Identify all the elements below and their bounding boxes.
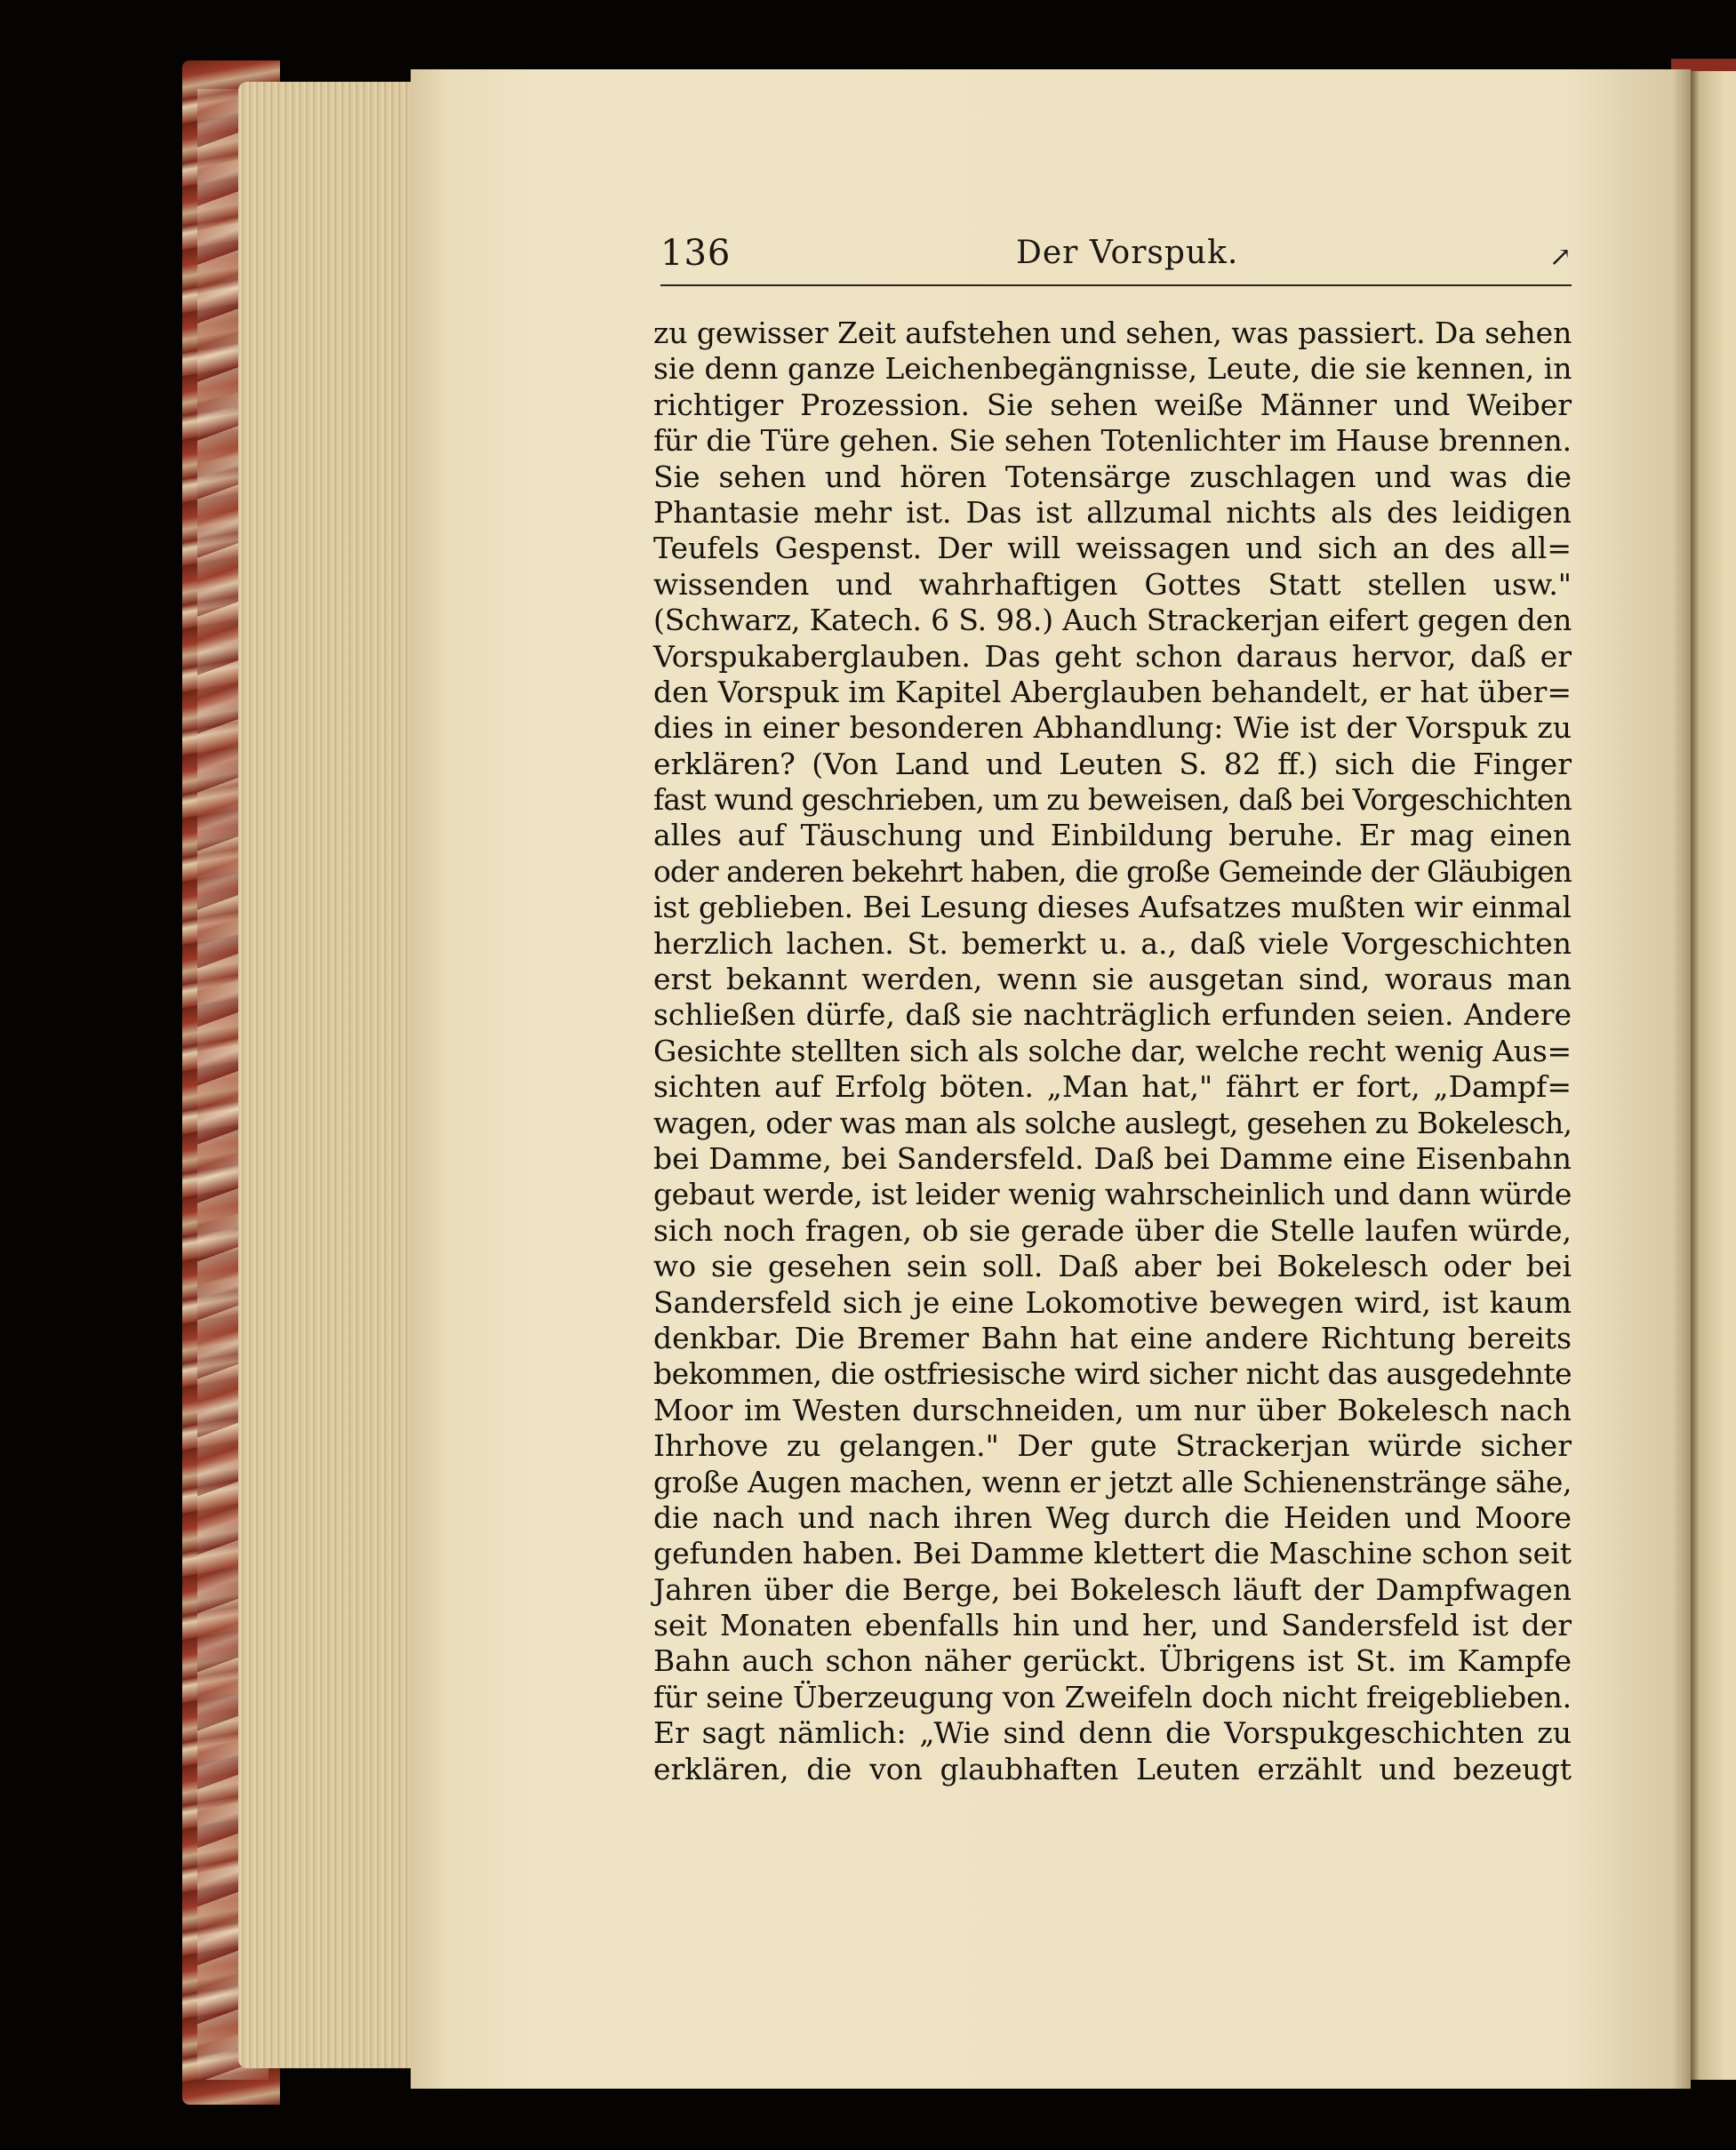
running-title: Der Vorspuk. <box>1016 235 1239 271</box>
text-line: den Vorspuk im Kapitel Aberglauben behandelt, er hat über= <box>653 674 1572 709</box>
text-line: wagen, oder was man als solche auslegt, gesehen zu Bokelesch, <box>653 1105 1572 1140</box>
text-line: denkbar. Die Bremer Bahn hat eine andere Richtung bereits <box>653 1320 1572 1355</box>
text-line: gefunden haben. Bei Damme klettert die Maschine schon seit <box>653 1536 1572 1571</box>
text-line: wo sie gesehen sein soll. Daß aber bei Bokelesch oder bei <box>653 1249 1572 1284</box>
text-line: große Augen machen, wenn er jetzt alle Schienenstränge sähe, <box>653 1464 1572 1499</box>
text-line: Er sagt nämlich: „Wie sind denn die Vorspukgeschichten zu <box>653 1715 1572 1751</box>
text-line: erklären? (Von Land und Leuten S. 82 ff.) sich die Finger <box>653 746 1572 781</box>
text-line: fast wund geschrieben, um zu beweisen, daß bei Vorgeschichten <box>653 782 1572 818</box>
header-rule <box>660 284 1572 286</box>
text-line: gebaut werde, ist leider wenig wahrscheinlich und dann würde <box>653 1177 1572 1212</box>
text-line: bekommen, die ostfriesische wird sicher nicht das ausgedehnte <box>653 1356 1572 1392</box>
text-line: Phantasie mehr ist. Das ist allzumal nichts als des leidigen <box>653 494 1572 530</box>
page-edges <box>238 82 425 2068</box>
text-line: zu gewisser Zeit aufstehen und sehen, was passiert. Da sehen <box>653 316 1572 350</box>
text-line: sichten auf Erfolg böten. „Man hat," fährt er fort, „Dampf= <box>653 1069 1572 1105</box>
text-line: sich noch fragen, ob sie gerade über die Stelle laufen würde, <box>653 1212 1572 1248</box>
page-header <box>660 233 1572 286</box>
text-line: Jahren über die Berge, bei Bokelesch läuft der Dampfwagen <box>653 1571 1572 1607</box>
text-line: Ihrhove zu gelangen." Der gute Strackerjan würde sicher <box>653 1428 1572 1464</box>
text-line: Moor im Westen durschneiden, um nur über Bokelesch nach <box>653 1392 1572 1427</box>
text-line: Teufels Gespenst. Der will weissagen und sich an des all= <box>653 531 1572 566</box>
text-line: Sandersfeld sich je eine Lokomotive bewegen wird, ist kaum <box>653 1284 1572 1320</box>
text-line: Bahn auch schon näher gerückt. Übrigens ist St. im Kampfe <box>653 1643 1572 1679</box>
text-line: Gesichte stellten sich als solche dar, welche recht wenig Aus= <box>653 1033 1572 1068</box>
text-line: ist geblieben. Bei Lesung dieses Aufsatzes mußten wir einmal <box>653 890 1572 925</box>
page-number: 136 <box>660 233 732 274</box>
text-line: schließen dürfe, daß sie nachträglich erfunden seien. Andere <box>653 997 1572 1033</box>
text-line: dies in einer besonderen Abhandlung: Wie ist der Vorspuk zu <box>653 710 1572 746</box>
text-line: seit Monaten ebenfalls hin und her, und Sandersfeld ist der <box>653 1608 1572 1643</box>
text-line: (Schwarz, Katech. 6 S. 98.) Auch Strackerjan eifert gegen den <box>653 603 1572 638</box>
text-line: bei Damme, bei Sandersfeld. Daß bei Damme eine Eisenbahn <box>653 1140 1572 1176</box>
text-line: erklären, die von glaubhaften Leuten erzählt und bezeugt <box>653 1751 1572 1786</box>
text-line: wissenden und wahrhaftigen Gottes Statt stellen usw." <box>653 566 1572 602</box>
margin-mark: ↗ <box>1548 242 1572 273</box>
text-line: für seine Überzeugung von Zweifeln doch nicht freigeblieben. <box>653 1679 1572 1714</box>
text-line: alles auf Täuschung und Einbildung beruhe. Er mag einen <box>653 818 1572 853</box>
text-line: die nach und nach ihren Weg durch die Heiden und Moore <box>653 1499 1572 1535</box>
text-line: Vorspukaberglauben. Das geht schon daraus hervor, daß er <box>653 638 1572 674</box>
body-text <box>653 316 1572 1787</box>
right-page-edge <box>1689 71 1736 2080</box>
text-line: erst bekannt werden, wenn sie ausgetan sind, woraus man <box>653 962 1572 997</box>
text-line: oder anderen bekehrt haben, die große Gemeinde der Gläubigen <box>653 853 1572 889</box>
text-line: sie denn ganze Leichenbegängnisse, Leute, die sie kennen, in <box>653 351 1572 387</box>
text-line: herzlich lachen. St. bemerkt u. a., daß viele Vorgeschichten <box>653 925 1572 961</box>
text-line: Sie sehen und hören Totensärge zuschlagen und was die <box>653 459 1572 494</box>
text-line: richtiger Prozession. Sie sehen weiße Männer und Weiber <box>653 387 1572 422</box>
text-line: für die Türe gehen. Sie sehen Totenlichter im Hause brennen. <box>653 423 1572 459</box>
